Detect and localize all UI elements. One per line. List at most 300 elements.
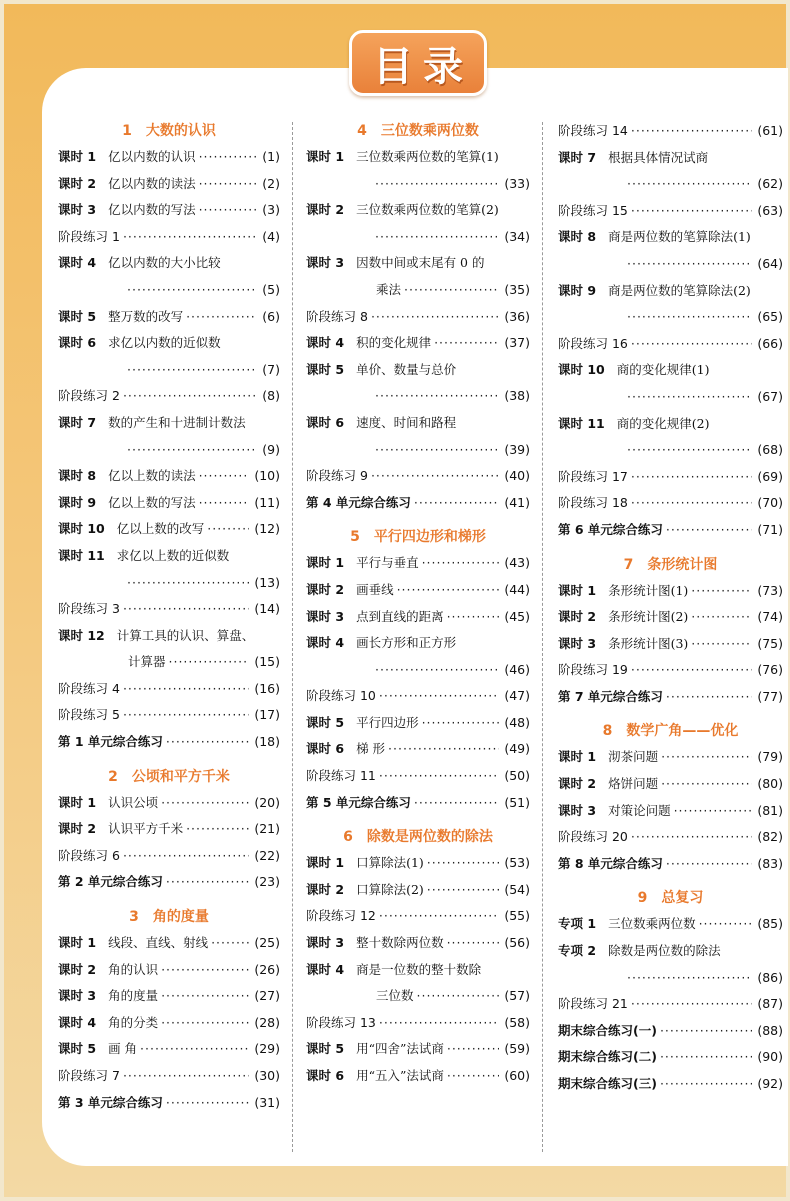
entry-line — [306, 304, 530, 331]
entry-label: 课时 5 — [306, 361, 345, 377]
toc-entry[interactable] — [306, 683, 530, 710]
toc-entry[interactable] — [306, 550, 530, 577]
toc-entry[interactable] — [306, 577, 530, 604]
page-title: 目录 — [373, 43, 473, 90]
entry-line — [58, 144, 280, 171]
entry-label: 课时 6 — [306, 1068, 345, 1083]
page-number: (75) — [757, 635, 783, 651]
section-gap — [58, 756, 280, 764]
toc-entry[interactable] — [306, 604, 530, 631]
leader-dots — [666, 851, 752, 878]
toc-entry[interactable] — [306, 790, 530, 817]
toc-entry[interactable] — [558, 851, 783, 878]
toc-entry[interactable] — [58, 790, 280, 817]
toc-entry[interactable] — [58, 1010, 280, 1037]
entry-title: 整万数的改写 — [108, 308, 184, 324]
toc-entry[interactable] — [58, 224, 280, 251]
entry-label: 专项 1 — [558, 916, 597, 932]
entry-line — [558, 304, 783, 331]
unit-heading — [306, 824, 530, 850]
page-number: (74) — [757, 609, 783, 625]
leader-dots — [691, 578, 752, 605]
toc-entry[interactable] — [306, 630, 530, 683]
leader-dots — [161, 790, 249, 817]
toc-entry[interactable] — [558, 991, 783, 1018]
entry-line — [558, 631, 783, 658]
entry-line — [306, 604, 530, 631]
toc-entry[interactable] — [306, 357, 530, 410]
toc-entry[interactable] — [58, 957, 280, 984]
toc-entry[interactable] — [58, 729, 280, 756]
entry-title: 商的变化规律(2) — [616, 415, 710, 431]
toc-entry[interactable] — [306, 736, 530, 763]
toc-entry[interactable] — [306, 410, 530, 463]
toc-entry[interactable] — [558, 1044, 783, 1071]
unit-title: 除数是两位数的除法 — [366, 829, 493, 846]
unit-title: 数学广角——优化 — [626, 723, 739, 740]
entry-label: 阶段练习 10 — [306, 688, 376, 704]
toc-entry[interactable] — [558, 657, 783, 684]
leader-dots — [379, 683, 499, 710]
toc-entry[interactable] — [306, 197, 530, 250]
toc-entry[interactable] — [558, 517, 783, 544]
toc-entry[interactable] — [306, 1036, 530, 1063]
page-number: (68) — [757, 442, 783, 458]
entry-label: 阶段练习 6 — [58, 847, 120, 863]
toc-entry[interactable] — [58, 543, 280, 596]
page-number: (87) — [757, 996, 783, 1012]
toc-entry[interactable] — [558, 278, 783, 331]
entry-title: 对策论问题 — [608, 802, 671, 818]
toc-entry[interactable] — [306, 710, 530, 737]
leader-dots — [379, 1010, 499, 1037]
entry-line — [558, 224, 783, 251]
entry-line — [306, 277, 530, 304]
page-number: (66) — [757, 335, 783, 351]
page-number: (57) — [504, 988, 530, 1004]
leader-dots — [375, 171, 499, 198]
leader-dots — [631, 657, 752, 684]
leader-dots — [661, 771, 752, 798]
toc-entry[interactable] — [558, 1018, 783, 1045]
toc-entry[interactable] — [306, 877, 530, 904]
entry-label: 课时 9 — [558, 282, 597, 298]
entry-line — [306, 463, 530, 490]
entry-line — [306, 1036, 530, 1063]
leader-dots — [375, 657, 499, 684]
page-number: (35) — [504, 281, 530, 297]
toc-entry[interactable] — [58, 250, 280, 303]
entry-label: 课时 11 — [558, 415, 605, 431]
toc-entry[interactable] — [58, 596, 280, 623]
section-gap — [558, 710, 783, 718]
entry-label: 课时 4 — [58, 255, 97, 271]
leader-dots — [661, 744, 752, 771]
entry-title: 平行四边形 — [356, 714, 419, 730]
entry-title: 亿以内数的认识 — [108, 149, 196, 164]
leader-dots — [371, 304, 499, 331]
toc-entry[interactable] — [558, 357, 783, 410]
leader-dots — [627, 304, 752, 331]
entry-line — [306, 763, 530, 790]
unit-title: 平行四边形和梯形 — [373, 529, 486, 546]
entry-label: 课时 2 — [58, 175, 97, 191]
entry-label: 阶段练习 18 — [558, 495, 628, 511]
entry-label: 课时 1 — [306, 149, 345, 164]
toc-entry[interactable] — [58, 463, 280, 490]
entry-line — [58, 596, 280, 623]
page-number: (20) — [254, 794, 280, 810]
leader-dots — [404, 277, 499, 304]
entry-line — [58, 930, 280, 957]
toc-entry[interactable] — [58, 383, 280, 410]
toc-entry[interactable] — [58, 304, 280, 331]
section-gap — [58, 896, 280, 904]
unit-number: 1 — [122, 123, 132, 139]
page-number: (76) — [757, 662, 783, 678]
entry-title: 画 角 — [108, 1041, 138, 1057]
toc-entry[interactable] — [558, 145, 783, 198]
leader-dots — [199, 490, 250, 517]
toc-entry[interactable] — [58, 171, 280, 198]
page-number: (37) — [504, 335, 530, 351]
toc-entry[interactable] — [306, 304, 530, 331]
toc-column-1 — [58, 118, 280, 1116]
page-number: (86) — [757, 969, 783, 985]
entry-line — [58, 197, 280, 224]
toc-entry[interactable] — [306, 463, 530, 490]
leader-dots — [371, 463, 499, 490]
entry-label: 阶段练习 19 — [558, 662, 628, 678]
toc-entry[interactable] — [558, 490, 783, 517]
page-number: (79) — [757, 749, 783, 765]
toc-entry[interactable] — [558, 798, 783, 825]
toc-entry[interactable] — [558, 118, 783, 145]
entry-line — [558, 1044, 783, 1071]
toc-entry[interactable] — [58, 869, 280, 896]
entry-line — [58, 729, 280, 756]
toc-entry[interactable] — [306, 144, 530, 197]
entry-label: 课时 2 — [558, 776, 597, 792]
toc-entry[interactable] — [58, 410, 280, 463]
toc-entry[interactable] — [58, 1090, 280, 1117]
toc-entry[interactable] — [306, 250, 530, 303]
page-number: (39) — [504, 441, 530, 457]
entry-line — [306, 224, 530, 251]
entry-label: 专项 2 — [558, 943, 597, 959]
entry-line — [558, 938, 783, 965]
entry-title: 除数是两位数的除法 — [608, 943, 721, 959]
page-number: (15) — [254, 654, 280, 670]
leader-dots — [447, 1063, 499, 1090]
page-number: (54) — [504, 881, 530, 897]
page-number: (22) — [254, 847, 280, 863]
page-number: (49) — [504, 741, 530, 757]
leader-dots — [447, 930, 500, 957]
leader-dots — [699, 911, 753, 938]
entry-label: 课时 2 — [306, 881, 345, 897]
toc-entry[interactable] — [58, 330, 280, 383]
toc-entry[interactable] — [306, 1010, 530, 1037]
entry-line — [58, 250, 280, 277]
toc-entry[interactable] — [58, 516, 280, 543]
leader-dots — [166, 1090, 249, 1117]
toc-entry[interactable] — [558, 938, 783, 991]
toc-entry[interactable] — [558, 411, 783, 464]
entry-line — [558, 145, 783, 172]
unit-title: 条形统计图 — [647, 556, 718, 573]
leader-dots — [211, 930, 249, 957]
page-number: (88) — [757, 1022, 783, 1038]
unit-title: 三位数乘两位数 — [380, 123, 479, 139]
leader-dots — [627, 251, 752, 278]
leader-dots — [199, 197, 258, 224]
entry-title: 商是两位数的笔算除法(1) — [608, 229, 751, 245]
leader-dots — [397, 577, 500, 604]
toc-entry[interactable] — [58, 197, 280, 224]
toc-entry[interactable] — [58, 930, 280, 957]
entry-title: 用“四舍”法试商 — [356, 1041, 444, 1057]
entry-title: 速度、时间和路程 — [356, 414, 457, 430]
page-number: (40) — [504, 468, 530, 484]
leader-dots — [631, 331, 752, 358]
page-number: (2) — [262, 175, 280, 191]
toc-entry[interactable] — [558, 771, 783, 798]
leader-dots — [388, 736, 499, 763]
unit-number: 8 — [602, 723, 613, 740]
entry-label: 课时 3 — [306, 935, 345, 951]
page-number: (80) — [757, 776, 783, 792]
page-number: (11) — [254, 494, 280, 510]
unit-heading — [58, 118, 280, 144]
entry-line — [58, 570, 280, 597]
entry-line — [558, 384, 783, 411]
page-number: (33) — [504, 175, 530, 191]
page-number: (83) — [757, 855, 783, 871]
page-number: (31) — [254, 1094, 280, 1110]
entry-label: 阶段练习 11 — [306, 768, 376, 784]
toc-entry[interactable] — [306, 930, 530, 957]
leader-dots — [379, 903, 499, 930]
toc-entry[interactable] — [58, 144, 280, 171]
entry-title: 口算除法(1) — [356, 855, 424, 871]
page-number: (47) — [504, 688, 530, 704]
entry-line — [306, 877, 530, 904]
leader-dots — [631, 464, 752, 491]
toc-entry[interactable] — [58, 983, 280, 1010]
entry-label: 阶段练习 16 — [558, 335, 628, 351]
toc-entry[interactable] — [558, 224, 783, 277]
page-number: (25) — [254, 935, 280, 951]
entry-label: 课时 3 — [558, 635, 597, 651]
page-number: (69) — [757, 468, 783, 484]
entry-label: 课时 5 — [58, 1041, 97, 1057]
entry-line — [306, 657, 530, 684]
entry-title: 画长方形和正方形 — [356, 635, 457, 651]
entry-label: 课时 1 — [558, 749, 597, 765]
page-number: (26) — [254, 961, 280, 977]
toc-entry[interactable] — [558, 604, 783, 631]
toc-entry[interactable] — [306, 850, 530, 877]
toc-entry[interactable] — [306, 490, 530, 517]
entry-line — [558, 911, 783, 938]
entry-line — [58, 543, 280, 570]
entry-line — [306, 144, 530, 171]
entry-label: 阶段练习 8 — [306, 308, 368, 324]
unit-title: 大数的认识 — [145, 123, 216, 139]
entry-label: 第 4 单元综合练习 — [306, 494, 411, 510]
toc-entry[interactable] — [558, 331, 783, 358]
leader-dots — [127, 357, 257, 384]
entry-title: 条形统计图(3) — [608, 635, 689, 651]
entry-label: 阶段练习 5 — [58, 707, 120, 723]
unit-title: 公顷和平方千米 — [131, 768, 230, 785]
entry-title: 梯 形 — [356, 741, 386, 757]
page-number: (58) — [504, 1014, 530, 1030]
leader-dots — [434, 330, 499, 357]
unit-number: 2 — [108, 768, 118, 785]
entry-title: 认识平方千米 — [108, 821, 184, 837]
leader-dots — [169, 649, 250, 676]
entry-title: 亿以内数的写法 — [108, 202, 196, 218]
entry-title: 三位数乘两位数 — [608, 916, 696, 932]
page-number: (14) — [254, 601, 280, 617]
leader-dots — [414, 790, 499, 817]
toc-entry[interactable] — [306, 1063, 530, 1090]
entry-title: 计算工具的认识、算盘、 — [116, 627, 255, 643]
toc-entry[interactable] — [58, 816, 280, 843]
entry-line — [58, 1010, 280, 1037]
page-title-badge — [349, 30, 487, 96]
entry-label: 课时 1 — [58, 794, 97, 810]
entry-line — [306, 410, 530, 437]
toc-entry[interactable] — [558, 684, 783, 711]
section-gap — [306, 516, 530, 524]
entry-label: 阶段练习 20 — [558, 829, 628, 845]
entry-line — [58, 623, 280, 650]
entry-label: 课时 3 — [306, 255, 345, 271]
entry-line — [306, 850, 530, 877]
page-number: (29) — [254, 1041, 280, 1057]
toc-entry[interactable] — [558, 744, 783, 771]
toc-entry[interactable] — [58, 702, 280, 729]
entry-label: 期末综合练习(二) — [558, 1049, 657, 1065]
entry-line — [558, 798, 783, 825]
toc-entry[interactable] — [306, 957, 530, 1010]
toc-entry[interactable] — [558, 578, 783, 605]
toc-entry[interactable] — [58, 490, 280, 517]
entry-label: 阶段练习 3 — [58, 601, 120, 617]
leader-dots — [417, 983, 500, 1010]
entry-label: 课时 9 — [58, 494, 97, 510]
toc-entry[interactable] — [306, 903, 530, 930]
entry-label: 第 5 单元综合练习 — [306, 794, 411, 810]
entry-label: 课时 4 — [58, 1014, 97, 1030]
entry-label: 阶段练习 7 — [58, 1068, 120, 1083]
entry-title: 口算除法(2) — [356, 881, 424, 897]
entry-line — [58, 983, 280, 1010]
toc-entry[interactable] — [58, 676, 280, 703]
column-divider — [292, 122, 293, 1152]
leader-dots — [161, 957, 249, 984]
entry-title: 商的变化规律(1) — [616, 362, 710, 378]
leader-dots — [127, 277, 257, 304]
entry-title: 亿以上数的读法 — [108, 468, 196, 484]
leader-dots — [123, 224, 257, 251]
leader-dots — [186, 304, 257, 331]
toc-entry[interactable] — [58, 1063, 280, 1090]
entry-title: 画垂线 — [356, 581, 394, 597]
toc-entry[interactable] — [558, 824, 783, 851]
entry-line — [306, 383, 530, 410]
entry-label: 课时 4 — [306, 635, 345, 651]
entry-line — [58, 816, 280, 843]
toc-entry[interactable] — [558, 911, 783, 938]
toc-entry[interactable] — [558, 464, 783, 491]
toc-entry[interactable] — [58, 843, 280, 870]
page-number: (71) — [757, 521, 783, 537]
entry-line — [558, 251, 783, 278]
leader-dots — [674, 798, 753, 825]
entry-label: 课时 5 — [306, 1041, 345, 1057]
leader-dots — [207, 516, 249, 543]
toc-entry[interactable] — [558, 1071, 783, 1098]
page-number: (67) — [757, 388, 783, 404]
entry-label: 阶段练习 12 — [306, 908, 376, 924]
entry-title: 条形统计图(2) — [608, 609, 689, 625]
unit-heading — [306, 524, 530, 550]
toc-entry[interactable] — [558, 198, 783, 225]
entry-title: 角的分类 — [108, 1014, 159, 1030]
page-number: (50) — [504, 768, 530, 784]
toc-entry[interactable] — [58, 1036, 280, 1063]
entry-title: 三位数乘两位数的笔算(2) — [356, 202, 499, 218]
entry-line — [558, 517, 783, 544]
entry-line — [306, 930, 530, 957]
entry-label: 课时 6 — [58, 335, 97, 351]
toc-entry[interactable] — [306, 763, 530, 790]
unit-heading — [58, 904, 280, 930]
entry-title: 条形统计图(1) — [608, 582, 689, 598]
entry-line — [558, 657, 783, 684]
entry-line — [58, 330, 280, 357]
entry-line — [306, 490, 530, 517]
entry-label: 课时 5 — [306, 714, 345, 730]
unit-number: 5 — [350, 529, 360, 546]
page-number: (5) — [262, 281, 280, 297]
unit-heading — [558, 552, 783, 578]
entry-label: 第 6 单元综合练习 — [558, 521, 663, 537]
entry-title: 角的度量 — [108, 988, 159, 1004]
leader-dots — [166, 869, 249, 896]
leader-dots — [660, 1044, 752, 1071]
leader-dots — [375, 437, 499, 464]
entry-line — [306, 1063, 530, 1090]
leader-dots — [666, 517, 752, 544]
entry-line — [306, 983, 530, 1010]
entry-label: 阶段练习 4 — [58, 680, 120, 696]
entry-label: 课时 2 — [58, 821, 97, 837]
entry-label: 期末综合练习(三) — [558, 1076, 657, 1091]
entry-label: 课时 1 — [306, 555, 345, 571]
toc-entry[interactable] — [306, 330, 530, 357]
toc-entry[interactable] — [558, 631, 783, 658]
leader-dots — [166, 729, 249, 756]
entry-line — [558, 464, 783, 491]
toc-entry[interactable] — [58, 623, 280, 676]
entry-line — [306, 437, 530, 464]
page-number: (56) — [504, 935, 530, 951]
